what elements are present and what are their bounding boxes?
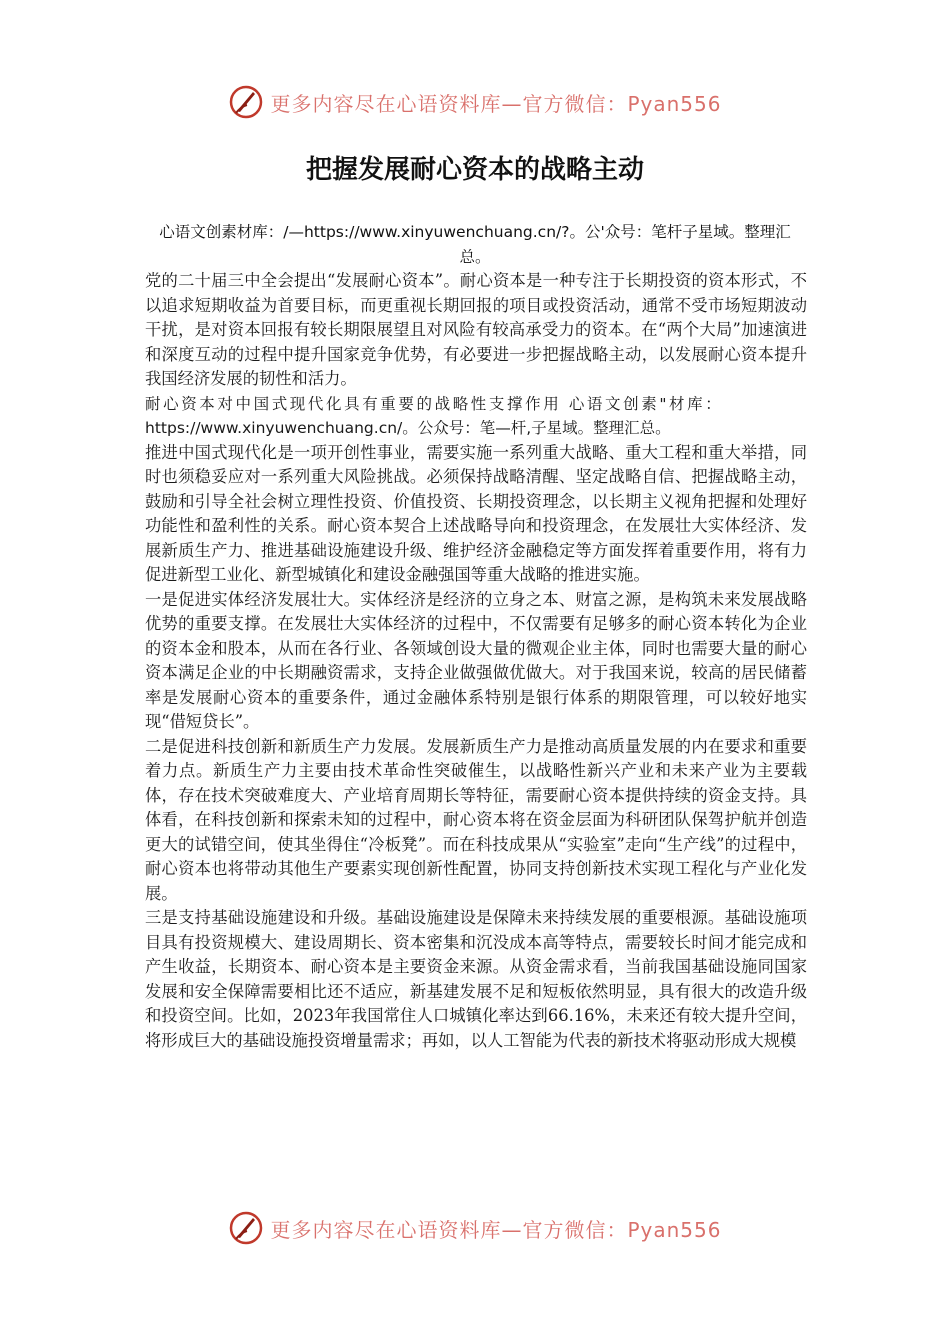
section-heading-url: https://www.xinyuwenchuang.cn/。公众号：笔—杆,子星域。整理汇总。: [145, 419, 671, 437]
paragraph-strategy: 推进中国式现代化是一项开创性事业，需要实施一系列重大战略、重大工程和重大举措，同时也须稳妥应对一系列重大风险挑战。必须保持战略清醒、坚定战略自信、把握战略主动，鼓励和引导全社会树立理性投资、价值投资、长期投资理念，以长期主义视角把握和处理好功能性和盈利性的关系。耐心资本契合上述战略导向和投资理念，在发展壮大实体经济、发展新质生产力、推进基础设施建设升级、维护经济金融稳定等方面发挥着重要作用，将有力促进新型工业化、新型城镇化和建设金融强国等重大战略的推进实施。: [145, 442, 807, 584]
paragraph-innovation: 二是促进科技创新和新质生产力发展。发展新质生产力是推动高质量发展的内在要求和重要着力点。新质生产力主要由技术革命性突破催生，以战略性新兴产业和未来产业为主要载体，存在技术突破难度大、产业培育周期长等特征，需要耐心资本提供持续的资金支持。具体看，在科技创新和探索未知的过程中，耐心资本将在资金层面为科研团队保驾护航并创造更大的试错空间，使其坐得住“冷板凳”。而在科技成果从“实验室”走向“生产线”的过程中，耐心资本也将带动其他生产要素实现创新性配置，协同支持创新技术实现工程化与产业化发展。: [145, 736, 807, 903]
quill-logo-icon: [228, 84, 264, 120]
banner-text: 更多内容尽在心语资料库—官方微信：Pyan556: [270, 91, 722, 116]
paragraph-infrastructure: 三是支持基础设施建设和升级。基础设施建设是保障未来持续发展的重要根源。基础设施项目具有投资规模大、建设周期长、资本密集和沉没成本高等特点，需要较长时间才能完成和产生收益，长期资本、耐心资本是主要资金来源。从资金需求看，当前我国基础设施同国家发展和安全保障需要相比还不适应，新基建发展不足和短板依然明显，具有很大的改造升级和投资空间。比如，2023年我国常住人口城镇化率达到66.16%，未来还有较大提升空间，将形成巨大的基础设施投资增量需求；再如，以人工智能为代表的新技术将驱动形成大规模: [145, 908, 807, 1050]
paragraph-real-economy: 一是促进实体经济发展壮大。实体经济是经济的立身之本、财富之源，是构筑未来发展战略优势的重要支撑。在发展壮大实体经济的过程中，不仅需要有足够多的耐心资本转化为企业的资本金和股本，从而在各行业、各领域创设大量的微观企业主体，同时也需要大量的耐心资本满足企业的中长期融资需求，支持企业做强做优做大。对于我国来说，较高的居民储蓄率是发展耐心资本的重要条件，通过金融体系特别是银行体系的期限管理，可以较好地实现“借短贷长”。: [145, 589, 807, 731]
quill-logo-icon: [228, 1210, 264, 1246]
section-heading-text: 耐心资本对中国式现代化具有重要的战略性支撑作用 心语文创素"材库：: [145, 394, 724, 413]
top-banner: [0, 82, 950, 122]
source-line: 心语文创素材库：/—https://www.xinyuwenchuang.cn/?。公'众号：笔杆子星域。整理汇总。: [159, 223, 791, 266]
section-heading: [145, 392, 807, 441]
banner-text: 更多内容尽在心语资料库—官方微信：Pyan556: [270, 1217, 722, 1242]
article-body: [145, 269, 807, 1053]
page-title: 把握发展耐心资本的战略主动: [305, 155, 644, 185]
bottom-banner: [0, 1208, 950, 1248]
paragraph-intro: 党的二十届三中全会提出“发展耐心资本”。耐心资本是一种专注于长期投资的资本形式，不以追求短期收益为首要目标，而更重视长期回报的项目或投资活动，通常不受市场短期波动干扰，是对资本回报有较长期限展望且对风险有较高承受力的资本。在“两个大局”加速演进和深度互动的过程中提升国家竞争优势，有必要进一步把握战略主动，以发展耐心资本提升我国经济发展的韧性和活力。: [145, 271, 807, 388]
